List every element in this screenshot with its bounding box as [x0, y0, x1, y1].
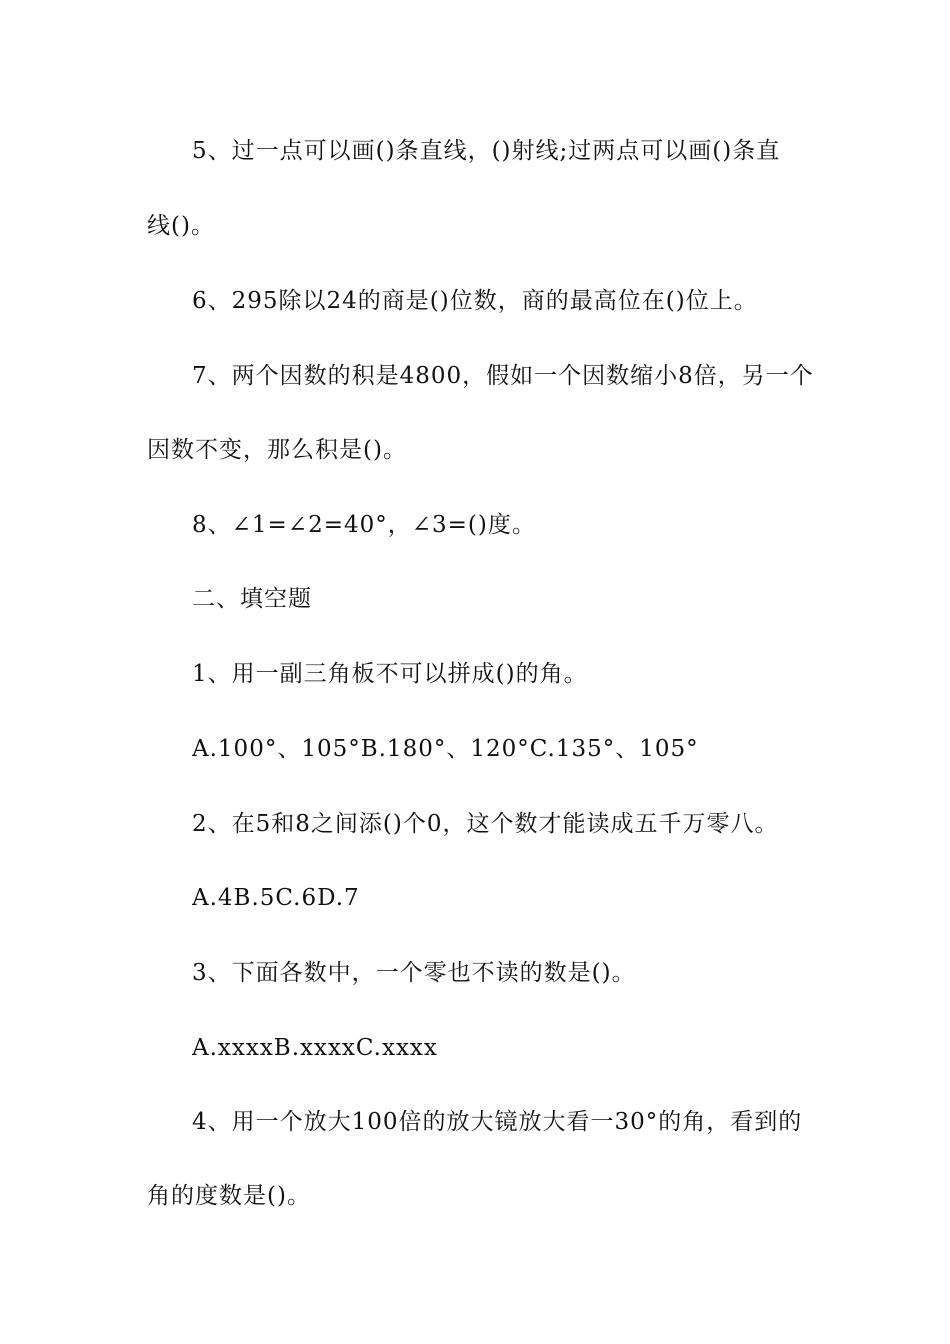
choice-question-4-line-2: 角的度数是()。: [147, 1183, 311, 1209]
question-5-line-1: 5、过一点可以画()条直线，()射线;过两点可以画()条直: [192, 138, 781, 164]
choice-question-4-line-1: 4、用一个放大100倍的放大镜放大看一30°的角，看到的: [192, 1109, 803, 1135]
question-8: 8、∠1=∠2=40°，∠3=()度。: [192, 512, 536, 538]
question-6: 6、295除以24的商是()位数，商的最高位在()位上。: [192, 288, 758, 314]
choice-question-3-options: A.xxxxB.xxxxC.xxxx: [192, 1035, 438, 1061]
question-7-line-2: 因数不变，那么积是()。: [147, 437, 407, 463]
choice-question-2-options: A.4B.5C.6D.7: [192, 885, 360, 911]
choice-question-3: 3、下面各数中，一个零也不读的数是()。: [192, 960, 636, 986]
choice-question-1-options: A.100°、105°B.180°、120°C.135°、105°: [192, 736, 699, 762]
choice-question-1: 1、用一副三角板不可以拼成()的角。: [192, 661, 588, 687]
section-heading: 二、填空题: [192, 586, 312, 612]
question-7-line-1: 7、两个因数的积是4800，假如一个因数缩小8倍，另一个: [192, 363, 814, 389]
question-5-line-2: 线()。: [147, 213, 215, 239]
choice-question-2: 2、在5和8之间添()个0，这个数才能读成五千万零八。: [192, 811, 779, 837]
